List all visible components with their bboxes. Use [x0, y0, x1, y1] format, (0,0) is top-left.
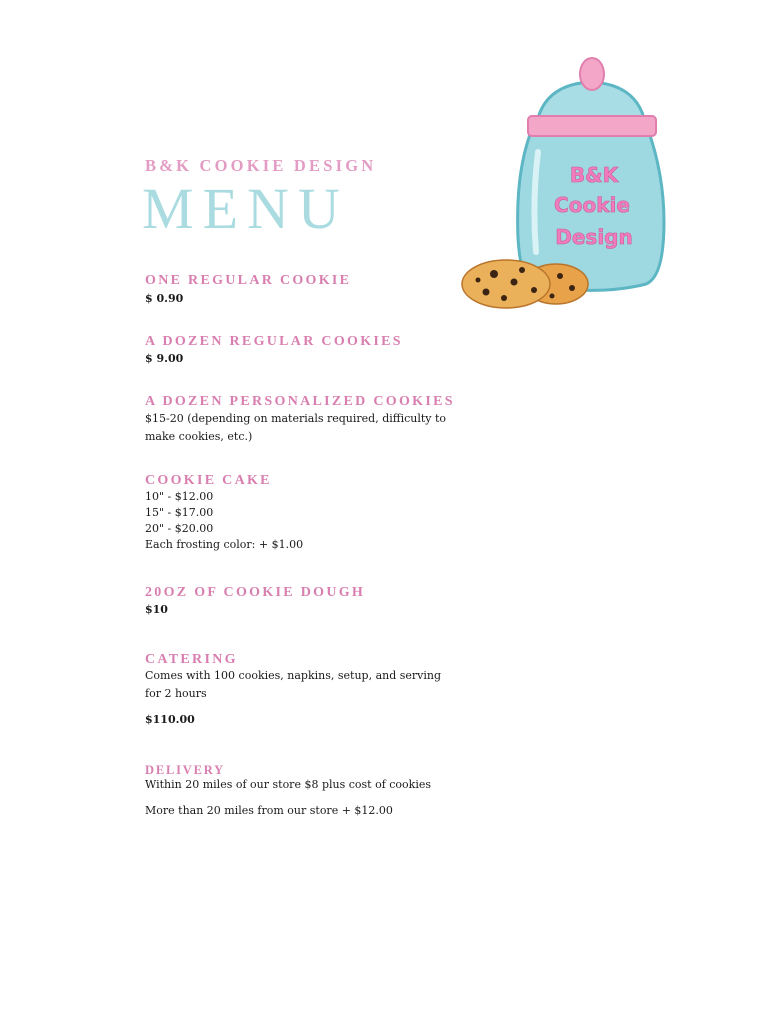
- cookie-icon: [462, 260, 588, 308]
- jar-text-line1: B&K: [569, 163, 619, 187]
- cookie-cake-line-2: 15" - $17.00: [145, 506, 214, 519]
- cookie-cake-line-4: Each frosting color: + $1.00: [145, 538, 304, 551]
- delivery-line-2: More than 20 miles from our store + $12.00: [145, 804, 393, 817]
- section-heading-dozen-personalized: A DOZEN PERSONALIZED COOKIES: [145, 394, 455, 409]
- section-heading-cookie-cake: COOKIE CAKE: [145, 473, 272, 488]
- price-one-regular: $ 0.90: [145, 292, 184, 305]
- catering-line-2: for 2 hours: [145, 687, 207, 700]
- section-heading-one-regular: ONE REGULAR COOKIE: [145, 273, 352, 288]
- cookie-cake-line-3: 20" - $20.00: [145, 522, 214, 535]
- section-heading-cookie-dough: 20OZ OF COOKIE DOUGH: [145, 585, 366, 600]
- jar-text-line3: Design: [555, 225, 633, 249]
- section-heading-delivery: DELIVERY: [145, 763, 225, 777]
- cookie-jar-logo: [456, 52, 706, 322]
- brand-name: B&K COOKIE DESIGN: [145, 156, 377, 175]
- price-catering: $110.00: [145, 713, 195, 726]
- section-heading-dozen-regular: A DOZEN REGULAR COOKIES: [145, 334, 403, 349]
- jar-text-line2: Cookie: [554, 193, 630, 217]
- page-title: MENU: [142, 176, 349, 241]
- price-dozen-regular: $ 9.00: [145, 352, 184, 365]
- delivery-line-1: Within 20 miles of our store $8 plus cost of cookies: [145, 778, 432, 791]
- catering-line-1: Comes with 100 cookies, napkins, setup, and serving: [145, 669, 442, 682]
- personalized-line-1: $15-20 (depending on materials required, difficulty to: [145, 412, 447, 425]
- section-heading-catering: CATERING: [145, 652, 238, 667]
- personalized-line-2: make cookies, etc.): [145, 430, 253, 443]
- price-cookie-dough: $10: [145, 603, 168, 616]
- cookie-cake-line-1: 10" - $12.00: [145, 490, 214, 503]
